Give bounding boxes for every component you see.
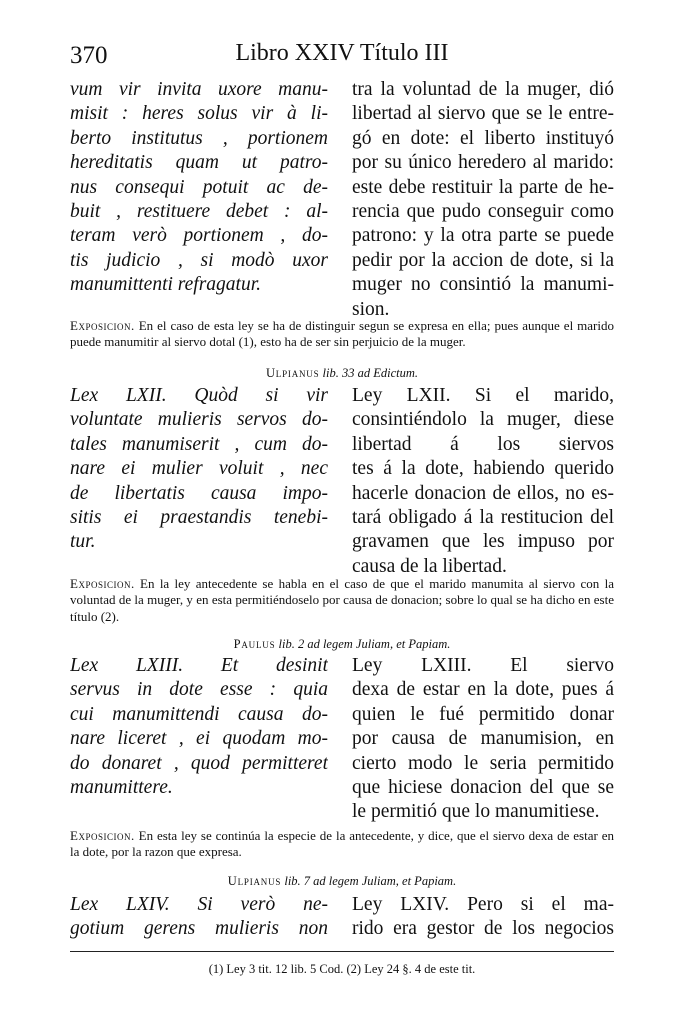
footnote-rule bbox=[70, 951, 614, 952]
source-citation-3 bbox=[70, 637, 614, 652]
text-line: tra la voluntad de la muger, dió bbox=[352, 79, 614, 100]
text-line: Lex LXIV. Si verò ne- bbox=[70, 894, 328, 915]
exposicion-text: En el caso de esta ley se ha de distinguir segun se expresa en ella; pues aunque el marido puede manumitir al siervo dotal (1), esto ha de ser sin perjuicio de la muger. bbox=[70, 318, 615, 350]
text-line: rido era gestor de los negocios bbox=[352, 918, 614, 940]
source-reference: lib. 33 ad Edictum. bbox=[322, 366, 419, 380]
text-line: por su único heredero al marido: bbox=[352, 152, 614, 174]
text-line: causa de la libertad. bbox=[352, 555, 507, 577]
spanish-column-2 bbox=[352, 384, 614, 579]
text-line: este debe restituir la parte de he- bbox=[352, 176, 614, 198]
text-line: tis judicio , si modò uxor bbox=[70, 249, 328, 271]
text-line: Ley LXII. Si el marido, bbox=[352, 385, 614, 406]
text-line: nare liceret , ei quodam mo- bbox=[70, 728, 328, 750]
latin-column-4 bbox=[70, 893, 328, 942]
source-author: Paulus bbox=[233, 637, 276, 651]
source-reference: lib. 2 ad legem Juliam, et Papiam. bbox=[278, 637, 451, 651]
spanish-column-4 bbox=[352, 893, 614, 942]
text-line: Ley LXIII. El siervo bbox=[352, 655, 614, 676]
text-line: tur. bbox=[70, 531, 96, 553]
text-line: Lex LXIII. Et desinit bbox=[70, 655, 328, 676]
text-line: vum vir invita uxore manu- bbox=[70, 79, 328, 100]
text-line: buit , restituere debet : al- bbox=[70, 200, 328, 222]
text-line: sion. bbox=[352, 298, 390, 320]
text-line: gó en dote: el liberto instituyó bbox=[352, 127, 614, 149]
exposicion-text: En esta ley se continúa la especie de la antecedente, y dice, que el siervo dexa de estar en la dote, por la razon que expresa. bbox=[70, 828, 615, 860]
text-line: dexa de estar en la dote, pues á bbox=[352, 679, 614, 701]
text-line: teram verò portionem , do- bbox=[70, 225, 328, 247]
text-line: cui manumittendi causa do- bbox=[70, 703, 328, 725]
running-title: Libro XXIV Título III bbox=[235, 40, 449, 66]
spanish-column-3 bbox=[352, 654, 614, 825]
exposicion-3 bbox=[70, 828, 614, 861]
latin-column-1 bbox=[70, 78, 328, 298]
exposicion-2 bbox=[70, 576, 614, 625]
text-line: manumittenti refragatur. bbox=[70, 274, 262, 296]
text-line: berto institutus , portionem bbox=[70, 127, 328, 149]
text-line: quien le fué permitido donar bbox=[352, 703, 614, 725]
text-line: nus consequi potuit ac de- bbox=[70, 176, 328, 198]
text-line: pedir por la accion de dote, si la bbox=[352, 249, 614, 271]
text-line: cierto modo le seria permitido bbox=[352, 752, 614, 774]
text-line: por causa de manumision, en bbox=[352, 728, 614, 750]
text-line: libertad á los siervos bbox=[352, 433, 614, 455]
source-citation-4 bbox=[70, 874, 614, 889]
text-line: gravamen que les impuso por bbox=[352, 531, 614, 553]
source-reference: lib. 7 ad legem Juliam, et Papiam. bbox=[284, 874, 457, 888]
latin-column-3 bbox=[70, 654, 328, 800]
text-line: tales manumiserit , cum do- bbox=[70, 433, 328, 455]
source-author: Ulpianus bbox=[227, 874, 282, 888]
source-author: Ulpianus bbox=[265, 366, 320, 380]
text-line: hereditatis quam ut patro- bbox=[70, 152, 328, 174]
exposicion-label: Exposicion. bbox=[70, 576, 135, 591]
text-line: Lex LXII. Quòd si vir bbox=[70, 385, 328, 406]
text-line: nare ei mulier voluit , nec bbox=[70, 458, 328, 480]
text-line: rencia que pudo conseguir como bbox=[352, 200, 614, 222]
text-line: hacerle donacion de ellos, no es- bbox=[352, 482, 614, 504]
exposicion-text: En la ley antecedente se habla en el caso de que el marido manumita al siervo con la voluntad de la muger, y en esta permitiéndoselo por causa de donacion; sobre lo qual se ha dicho en este título (2). bbox=[70, 576, 614, 624]
text-line: Ley LXIV. Pero si el ma- bbox=[352, 894, 614, 915]
exposicion-1 bbox=[70, 318, 614, 351]
text-line: voluntate mulieris servos do- bbox=[70, 409, 328, 431]
page-header bbox=[70, 40, 614, 70]
text-line: libertad al siervo que se le entre- bbox=[352, 103, 614, 125]
page-number: 370 bbox=[70, 42, 108, 69]
text-line: do donaret , quod permitteret bbox=[70, 752, 328, 774]
text-line: le permitió que lo manumitiese. bbox=[352, 801, 600, 823]
source-citation-2 bbox=[70, 366, 614, 381]
spanish-column-1 bbox=[352, 78, 614, 322]
text-line: manumittere. bbox=[70, 776, 173, 798]
text-line: consintiéndolo la muger, diese bbox=[352, 409, 614, 431]
text-line: patrono: y la otra parte se puede bbox=[352, 225, 614, 247]
text-line: sitis ei praestandis tenebi- bbox=[70, 506, 328, 528]
exposicion-label: Exposicion. bbox=[70, 318, 135, 333]
text-line: misit : heres solus vir à li- bbox=[70, 103, 328, 125]
text-line: tes á la dote, habiendo querido bbox=[352, 458, 614, 480]
text-line: servus in dote esse : quia bbox=[70, 679, 328, 701]
exposicion-label: Exposicion. bbox=[70, 828, 135, 843]
text-line: que hiciese donacion del que se bbox=[352, 776, 614, 798]
footnotes: (1) Ley 3 tit. 12 lib. 5 Cod. (2) Ley 24 §. 4 de este tit. bbox=[208, 962, 476, 976]
latin-column-2 bbox=[70, 384, 328, 555]
text-line: gotium gerens mulieris non bbox=[70, 918, 328, 940]
text-line: muger no consintió la manumi- bbox=[352, 274, 614, 296]
text-line: tará obligado á la restitucion del bbox=[352, 506, 614, 528]
text-line: de libertatis causa impo- bbox=[70, 482, 328, 504]
